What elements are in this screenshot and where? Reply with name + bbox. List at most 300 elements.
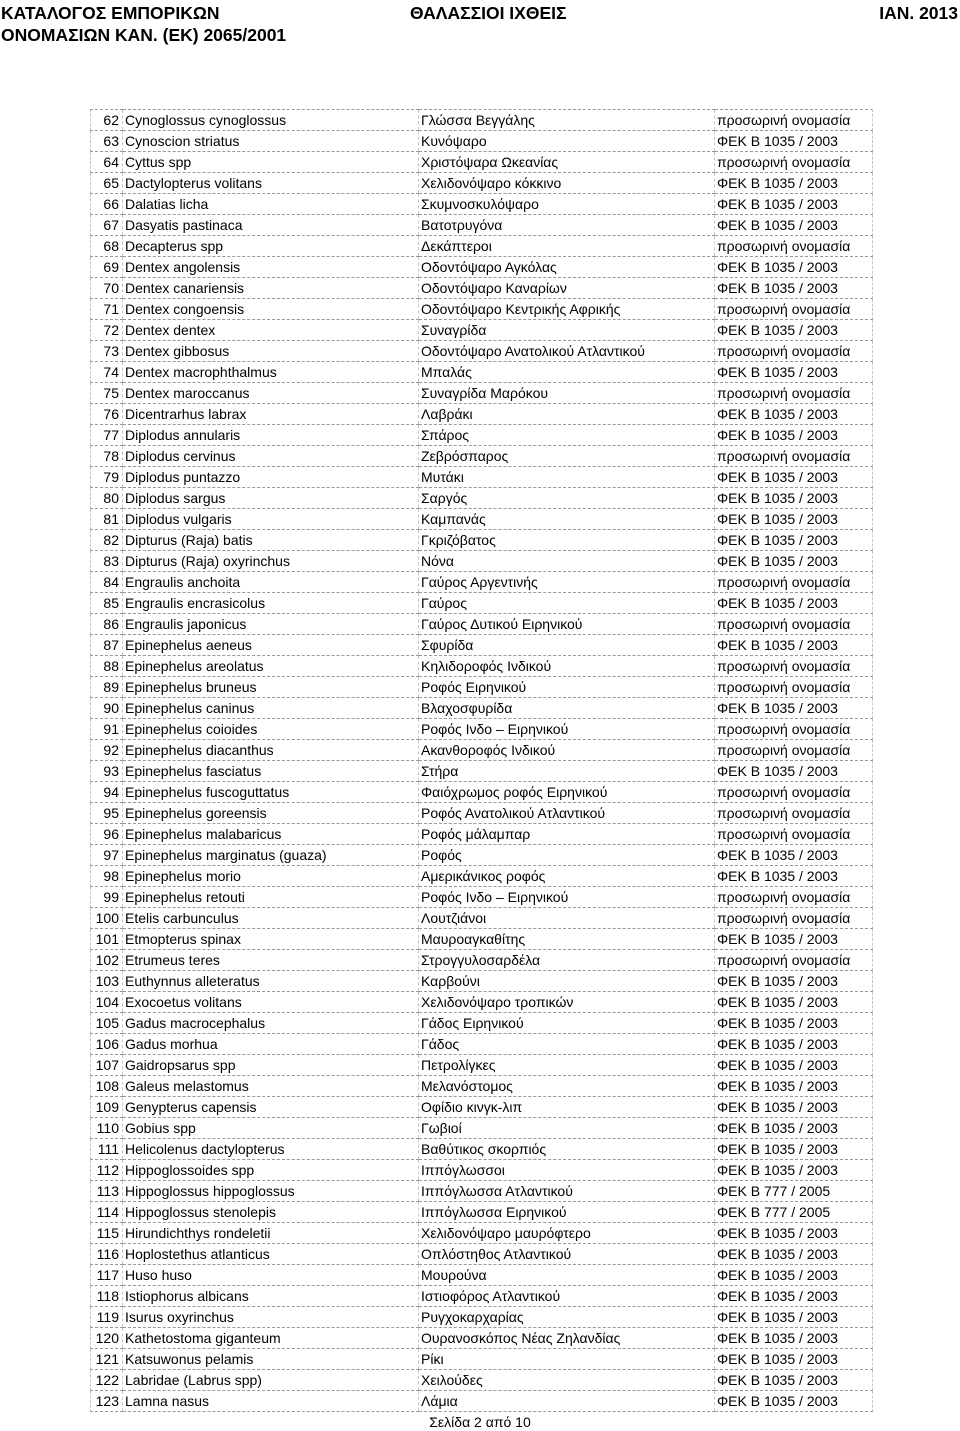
legal-reference: προσωρινή ονομασία (715, 152, 873, 173)
table-row (91, 803, 873, 824)
greek-commercial-name: Σφυρίδα (419, 635, 715, 656)
greek-commercial-name: Χριστόψαρα Ωκεανίας (419, 152, 715, 173)
scientific-name: Katsuwonus pelamis (123, 1349, 419, 1370)
greek-commercial-name: Ιππόγλωσσα Ατλαντικού (419, 1181, 715, 1202)
greek-commercial-name: Ροφός (419, 845, 715, 866)
table-row (91, 1181, 873, 1202)
page-number: Σελίδα 2 από 10 (429, 1414, 531, 1430)
legal-reference: προσωρινή ονομασία (715, 908, 873, 929)
greek-commercial-name: Ροφός μάλαμπαρ (419, 824, 715, 845)
greek-commercial-name: Χελιδονόψαρο τροπικών (419, 992, 715, 1013)
greek-commercial-name: Ροφός Ανατολικού Ατλαντικού (419, 803, 715, 824)
legal-reference: ΦΕΚ Β 1035 / 2003 (715, 698, 873, 719)
greek-commercial-name: Χελιδονόψαρο κόκκινο (419, 173, 715, 194)
table-row (91, 740, 873, 761)
row-number: 71 (91, 299, 123, 320)
greek-commercial-name: Κηλιδοροφός Ινδικού (419, 656, 715, 677)
scientific-name: Hoplostethus atlanticus (123, 1244, 419, 1265)
greek-commercial-name: Μπαλάς (419, 362, 715, 383)
scientific-name: Labridae (Labrus spp) (123, 1370, 419, 1391)
table-row (91, 1265, 873, 1286)
row-number: 69 (91, 257, 123, 278)
greek-commercial-name: Βατοτρυγόνα (419, 215, 715, 236)
scientific-name: Gadus macrocephalus (123, 1013, 419, 1034)
row-number: 113 (91, 1181, 123, 1202)
table-row (91, 614, 873, 635)
table-row (91, 488, 873, 509)
legal-reference: ΦΕΚ Β 1035 / 2003 (715, 1265, 873, 1286)
scientific-name: Epinephelus coioides (123, 719, 419, 740)
legal-reference: ΦΕΚ Β 777 / 2005 (715, 1181, 873, 1202)
greek-commercial-name: Στρογγυλοσαρδέλα (419, 950, 715, 971)
scientific-name: Dasyatis pastinaca (123, 215, 419, 236)
scientific-name: Epinephelus morio (123, 866, 419, 887)
legal-reference: προσωρινή ονομασία (715, 740, 873, 761)
scientific-name: Engraulis japonicus (123, 614, 419, 635)
table-row (91, 1202, 873, 1223)
greek-commercial-name: Μελανόστομος (419, 1076, 715, 1097)
scientific-name: Galeus melastomus (123, 1076, 419, 1097)
scientific-name: Epinephelus bruneus (123, 677, 419, 698)
legal-reference: ΦΕΚ Β 1035 / 2003 (715, 1286, 873, 1307)
legal-reference: ΦΕΚ Β 777 / 2005 (715, 1202, 873, 1223)
scientific-name: Diplodus cervinus (123, 446, 419, 467)
legal-reference: ΦΕΚ Β 1035 / 2003 (715, 1244, 873, 1265)
legal-reference: ΦΕΚ Β 1035 / 2003 (715, 1139, 873, 1160)
legal-reference: προσωρινή ονομασία (715, 950, 873, 971)
table-row (91, 320, 873, 341)
legal-reference: ΦΕΚ Β 1035 / 2003 (715, 1370, 873, 1391)
legal-reference: προσωρινή ονομασία (715, 614, 873, 635)
table-row (91, 1160, 873, 1181)
table-row (91, 1223, 873, 1244)
table-row (91, 572, 873, 593)
row-number: 66 (91, 194, 123, 215)
legal-reference: ΦΕΚ Β 1035 / 2003 (715, 1118, 873, 1139)
table-row (91, 194, 873, 215)
table-row (91, 1118, 873, 1139)
legal-reference: προσωρινή ονομασία (715, 824, 873, 845)
table-row (91, 1349, 873, 1370)
greek-commercial-name: Ιππόγλωσσα Ειρηνικού (419, 1202, 715, 1223)
greek-commercial-name: Σαργός (419, 488, 715, 509)
row-number: 74 (91, 362, 123, 383)
greek-commercial-name: Στήρα (419, 761, 715, 782)
row-number: 108 (91, 1076, 123, 1097)
scientific-name: Dentex angolensis (123, 257, 419, 278)
scientific-name: Epinephelus fuscoguttatus (123, 782, 419, 803)
scientific-name: Exocoetus volitans (123, 992, 419, 1013)
row-number: 92 (91, 740, 123, 761)
catalog-title: ΚΑΤΑΛΟΓΟΣ ΕΜΠΟΡΙΚΩΝ (1, 3, 220, 23)
table-row (91, 509, 873, 530)
table-row (91, 824, 873, 845)
legal-reference: ΦΕΚ Β 1035 / 2003 (715, 1160, 873, 1181)
legal-reference: ΦΕΚ Β 1035 / 2003 (715, 1013, 873, 1034)
legal-reference: ΦΕΚ Β 1035 / 2003 (715, 467, 873, 488)
scientific-name: Hippoglossus stenolepis (123, 1202, 419, 1223)
greek-commercial-name: Καμπανάς (419, 509, 715, 530)
scientific-name: Dentex maroccanus (123, 383, 419, 404)
greek-commercial-name: Ρίκι (419, 1349, 715, 1370)
row-number: 90 (91, 698, 123, 719)
row-number: 119 (91, 1307, 123, 1328)
legal-reference: προσωρινή ονομασία (715, 299, 873, 320)
row-number: 63 (91, 131, 123, 152)
greek-commercial-name: Γαύρος Αργεντινής (419, 572, 715, 593)
legal-reference: ΦΕΚ Β 1035 / 2003 (715, 929, 873, 950)
scientific-name: Epinephelus aeneus (123, 635, 419, 656)
legal-reference: προσωρινή ονομασία (715, 446, 873, 467)
table-row (91, 299, 873, 320)
legal-reference: προσωρινή ονομασία (715, 803, 873, 824)
row-number: 70 (91, 278, 123, 299)
legal-reference: προσωρινή ονομασία (715, 677, 873, 698)
row-number: 117 (91, 1265, 123, 1286)
greek-commercial-name: Λουτζιάνοι (419, 908, 715, 929)
table-row (91, 929, 873, 950)
table-row (91, 761, 873, 782)
legal-reference: προσωρινή ονομασία (715, 236, 873, 257)
table-row (91, 866, 873, 887)
table-row (91, 992, 873, 1013)
scientific-name: Lamna nasus (123, 1391, 419, 1412)
legal-reference: ΦΕΚ Β 1035 / 2003 (715, 278, 873, 299)
legal-reference: ΦΕΚ Β 1035 / 2003 (715, 131, 873, 152)
legal-reference: προσωρινή ονομασία (715, 110, 873, 131)
greek-commercial-name: Βλαχοσφυρίδα (419, 698, 715, 719)
legal-reference: προσωρινή ονομασία (715, 341, 873, 362)
scientific-name: Dalatias licha (123, 194, 419, 215)
legal-reference: προσωρινή ονομασία (715, 782, 873, 803)
table-row (91, 215, 873, 236)
row-number: 115 (91, 1223, 123, 1244)
legal-reference: ΦΕΚ Β 1035 / 2003 (715, 1349, 873, 1370)
table-row (91, 341, 873, 362)
legal-reference: ΦΕΚ Β 1035 / 2003 (715, 635, 873, 656)
table-row (91, 1034, 873, 1055)
scientific-name: Dentex gibbosus (123, 341, 419, 362)
row-number: 84 (91, 572, 123, 593)
scientific-name: Epinephelus fasciatus (123, 761, 419, 782)
table-row (91, 131, 873, 152)
row-number: 123 (91, 1391, 123, 1412)
legal-reference: ΦΕΚ Β 1035 / 2003 (715, 1097, 873, 1118)
greek-commercial-name: Κυνόψαρο (419, 131, 715, 152)
row-number: 110 (91, 1118, 123, 1139)
row-number: 65 (91, 173, 123, 194)
table-row (91, 677, 873, 698)
greek-commercial-name: Χελιδονόψαρο μαυρόφτερο (419, 1223, 715, 1244)
scientific-name: Epinephelus diacanthus (123, 740, 419, 761)
row-number: 81 (91, 509, 123, 530)
table-row (91, 782, 873, 803)
scientific-name: Epinephelus areolatus (123, 656, 419, 677)
row-number: 93 (91, 761, 123, 782)
row-number: 114 (91, 1202, 123, 1223)
scientific-name: Dentex congoensis (123, 299, 419, 320)
date-label: ΙΑΝ. 2013 (879, 3, 958, 23)
scientific-name: Etrumeus teres (123, 950, 419, 971)
row-number: 72 (91, 320, 123, 341)
greek-commercial-name: Σπάρος (419, 425, 715, 446)
scientific-name: Kathetostoma giganteum (123, 1328, 419, 1349)
greek-commercial-name: Ουρανοσκόπος Νέας Ζηλανδίας (419, 1328, 715, 1349)
scientific-name: Gaidropsarus spp (123, 1055, 419, 1076)
scientific-name: Hirundichthys rondeletii (123, 1223, 419, 1244)
scientific-name: Cyttus spp (123, 152, 419, 173)
legal-reference: ΦΕΚ Β 1035 / 2003 (715, 404, 873, 425)
row-number: 109 (91, 1097, 123, 1118)
scientific-name: Engraulis encrasicolus (123, 593, 419, 614)
row-number: 75 (91, 383, 123, 404)
greek-commercial-name: Οδοντόψαρο Καναρίων (419, 278, 715, 299)
row-number: 78 (91, 446, 123, 467)
scientific-name: Istiophorus albicans (123, 1286, 419, 1307)
greek-commercial-name: Βαθύτικος σκορπιός (419, 1139, 715, 1160)
species-table (90, 109, 873, 1412)
row-number: 99 (91, 887, 123, 908)
scientific-name: Hippoglossoides spp (123, 1160, 419, 1181)
row-number: 107 (91, 1055, 123, 1076)
greek-commercial-name: Αμερικάνικος ροφός (419, 866, 715, 887)
greek-commercial-name: Οδοντόψαρο Αγκόλας (419, 257, 715, 278)
scientific-name: Dentex canariensis (123, 278, 419, 299)
greek-commercial-name: Ροφός Ειρηνικού (419, 677, 715, 698)
greek-commercial-name: Οφίδιο κινγκ-λιπ (419, 1097, 715, 1118)
scientific-name: Epinephelus caninus (123, 698, 419, 719)
scientific-name: Decapterus spp (123, 236, 419, 257)
legal-reference: ΦΕΚ Β 1035 / 2003 (715, 593, 873, 614)
scientific-name: Cynoglossus cynoglossus (123, 110, 419, 131)
legal-reference: προσωρινή ονομασία (715, 719, 873, 740)
row-number: 62 (91, 110, 123, 131)
scientific-name: Gobius spp (123, 1118, 419, 1139)
table-row (91, 1328, 873, 1349)
legal-reference: ΦΕΚ Β 1035 / 2003 (715, 845, 873, 866)
table-row (91, 845, 873, 866)
legal-reference: προσωρινή ονομασία (715, 572, 873, 593)
scientific-name: Isurus oxyrinchus (123, 1307, 419, 1328)
row-number: 68 (91, 236, 123, 257)
row-number: 94 (91, 782, 123, 803)
table-row (91, 1307, 873, 1328)
greek-commercial-name: Μυτάκι (419, 467, 715, 488)
legal-reference: ΦΕΚ Β 1035 / 2003 (715, 1034, 873, 1055)
legal-reference: ΦΕΚ Β 1035 / 2003 (715, 866, 873, 887)
greek-commercial-name: Λάμια (419, 1391, 715, 1412)
table-row (91, 635, 873, 656)
row-number: 76 (91, 404, 123, 425)
greek-commercial-name: Συναγρίδα (419, 320, 715, 341)
scientific-name: Dipturus (Raja) batis (123, 530, 419, 551)
legal-reference: προσωρινή ονομασία (715, 383, 873, 404)
row-number: 89 (91, 677, 123, 698)
greek-commercial-name: Γαύρος (419, 593, 715, 614)
legal-reference: ΦΕΚ Β 1035 / 2003 (715, 1391, 873, 1412)
header-row-bottom (0, 22, 960, 48)
scientific-name: Epinephelus retouti (123, 887, 419, 908)
greek-commercial-name: Ροφός Ινδο – Ειρηνικού (419, 887, 715, 908)
scientific-name: Dactylopterus volitans (123, 173, 419, 194)
regulation-subtitle: ΟΝΟΜΑΣΙΩΝ ΚΑΝ. (ΕΚ) 2065/2001 (1, 25, 287, 45)
scientific-name: Engraulis anchoita (123, 572, 419, 593)
legal-reference: ΦΕΚ Β 1035 / 2003 (715, 362, 873, 383)
scientific-name: Dipturus (Raja) oxyrinchus (123, 551, 419, 572)
row-number: 104 (91, 992, 123, 1013)
row-number: 102 (91, 950, 123, 971)
legal-reference: ΦΕΚ Β 1035 / 2003 (715, 1328, 873, 1349)
table-row (91, 383, 873, 404)
table-row (91, 1244, 873, 1265)
row-number: 97 (91, 845, 123, 866)
table-row (91, 362, 873, 383)
greek-commercial-name: Ακανθοροφός Ινδικού (419, 740, 715, 761)
table-row (91, 425, 873, 446)
table-row (91, 236, 873, 257)
greek-commercial-name: Οπλόστηθος Ατλαντικού (419, 1244, 715, 1265)
greek-commercial-name: Γλώσσα Βεγγάλης (419, 110, 715, 131)
legal-reference: ΦΕΚ Β 1035 / 2003 (715, 530, 873, 551)
table-row (91, 1097, 873, 1118)
scientific-name: Diplodus sargus (123, 488, 419, 509)
legal-reference: ΦΕΚ Β 1035 / 2003 (715, 761, 873, 782)
row-number: 101 (91, 929, 123, 950)
greek-commercial-name: Γάδος Ειρηνικού (419, 1013, 715, 1034)
scientific-name: Dicentrarhus labrax (123, 404, 419, 425)
table-row (91, 1013, 873, 1034)
scientific-name: Diplodus puntazzo (123, 467, 419, 488)
table-row (91, 1286, 873, 1307)
table-row (91, 1139, 873, 1160)
row-number: 79 (91, 467, 123, 488)
scientific-name: Dentex macrophthalmus (123, 362, 419, 383)
legal-reference: ΦΕΚ Β 1035 / 2003 (715, 551, 873, 572)
legal-reference: ΦΕΚ Β 1035 / 2003 (715, 257, 873, 278)
row-number: 106 (91, 1034, 123, 1055)
legal-reference: ΦΕΚ Β 1035 / 2003 (715, 488, 873, 509)
greek-commercial-name: Γωβιοί (419, 1118, 715, 1139)
greek-commercial-name: Ρυγχοκαρχαρίας (419, 1307, 715, 1328)
row-number: 105 (91, 1013, 123, 1034)
scientific-name: Epinephelus marginatus (guaza) (123, 845, 419, 866)
greek-commercial-name: Φαιόχρωμος ροφός Ειρηνικού (419, 782, 715, 803)
legal-reference: ΦΕΚ Β 1035 / 2003 (715, 320, 873, 341)
table-row (91, 1391, 873, 1412)
row-number: 122 (91, 1370, 123, 1391)
legal-reference: ΦΕΚ Β 1035 / 2003 (715, 971, 873, 992)
row-number: 77 (91, 425, 123, 446)
greek-commercial-name: Μαυροαγκαθίτης (419, 929, 715, 950)
greek-commercial-name: Πετρολίγκες (419, 1055, 715, 1076)
category-title: ΘΑΛΑΣΣΙΟΙ ΙΧΘΕΙΣ (410, 3, 567, 23)
greek-commercial-name: Σκυμνοσκυλόψαρο (419, 194, 715, 215)
row-number: 103 (91, 971, 123, 992)
row-number: 87 (91, 635, 123, 656)
row-number: 116 (91, 1244, 123, 1265)
legal-reference: ΦΕΚ Β 1035 / 2003 (715, 1076, 873, 1097)
legal-reference: ΦΕΚ Β 1035 / 2003 (715, 992, 873, 1013)
row-number: 85 (91, 593, 123, 614)
species-table-body (91, 110, 873, 1412)
table-row (91, 551, 873, 572)
scientific-name: Etmopterus spinax (123, 929, 419, 950)
row-number: 64 (91, 152, 123, 173)
table-row (91, 1076, 873, 1097)
scientific-name: Genypterus capensis (123, 1097, 419, 1118)
row-number: 95 (91, 803, 123, 824)
scientific-name: Diplodus vulgaris (123, 509, 419, 530)
greek-commercial-name: Ροφός Ινδο – Ειρηνικού (419, 719, 715, 740)
scientific-name: Gadus morhua (123, 1034, 419, 1055)
table-row (91, 887, 873, 908)
greek-commercial-name: Λαβράκι (419, 404, 715, 425)
scientific-name: Cynoscion striatus (123, 131, 419, 152)
row-number: 88 (91, 656, 123, 677)
row-number: 118 (91, 1286, 123, 1307)
table-row (91, 698, 873, 719)
table-row (91, 467, 873, 488)
row-number: 100 (91, 908, 123, 929)
row-number: 82 (91, 530, 123, 551)
scientific-name: Euthynnus alleteratus (123, 971, 419, 992)
greek-commercial-name: Συναγρίδα Μαρόκου (419, 383, 715, 404)
legal-reference: ΦΕΚ Β 1035 / 2003 (715, 215, 873, 236)
row-number: 121 (91, 1349, 123, 1370)
table-row (91, 530, 873, 551)
scientific-name: Diplodus annularis (123, 425, 419, 446)
scientific-name: Helicolenus dactylopterus (123, 1139, 419, 1160)
table-row (91, 593, 873, 614)
table-row (91, 278, 873, 299)
greek-commercial-name: Γαύρος Δυτικού Ειρηνικού (419, 614, 715, 635)
table-row (91, 908, 873, 929)
table-row (91, 971, 873, 992)
row-number: 120 (91, 1328, 123, 1349)
table-row (91, 719, 873, 740)
table-row (91, 950, 873, 971)
greek-commercial-name: Ιστιοφόρος Ατλαντικού (419, 1286, 715, 1307)
scientific-name: Hippoglossus hippoglossus (123, 1181, 419, 1202)
scientific-name: Epinephelus goreensis (123, 803, 419, 824)
table-row (91, 110, 873, 131)
greek-commercial-name: Δεκάπτεροι (419, 236, 715, 257)
legal-reference: ΦΕΚ Β 1035 / 2003 (715, 194, 873, 215)
scientific-name: Etelis carbunculus (123, 908, 419, 929)
row-number: 73 (91, 341, 123, 362)
legal-reference: ΦΕΚ Β 1035 / 2003 (715, 173, 873, 194)
scientific-name: Dentex dentex (123, 320, 419, 341)
legal-reference: ΦΕΚ Β 1035 / 2003 (715, 425, 873, 446)
row-number: 98 (91, 866, 123, 887)
row-number: 91 (91, 719, 123, 740)
legal-reference: ΦΕΚ Β 1035 / 2003 (715, 1055, 873, 1076)
greek-commercial-name: Οδοντόψαρο Ανατολικού Ατλαντικού (419, 341, 715, 362)
row-number: 67 (91, 215, 123, 236)
table-row (91, 152, 873, 173)
legal-reference: ΦΕΚ Β 1035 / 2003 (715, 509, 873, 530)
table-row (91, 656, 873, 677)
greek-commercial-name: Μουρούνα (419, 1265, 715, 1286)
table-row (91, 404, 873, 425)
table-row (91, 446, 873, 467)
legal-reference: ΦΕΚ Β 1035 / 2003 (715, 1307, 873, 1328)
legal-reference: προσωρινή ονομασία (715, 656, 873, 677)
table-row (91, 1370, 873, 1391)
greek-commercial-name: Νόνα (419, 551, 715, 572)
greek-commercial-name: Γάδος (419, 1034, 715, 1055)
table-row (91, 1055, 873, 1076)
